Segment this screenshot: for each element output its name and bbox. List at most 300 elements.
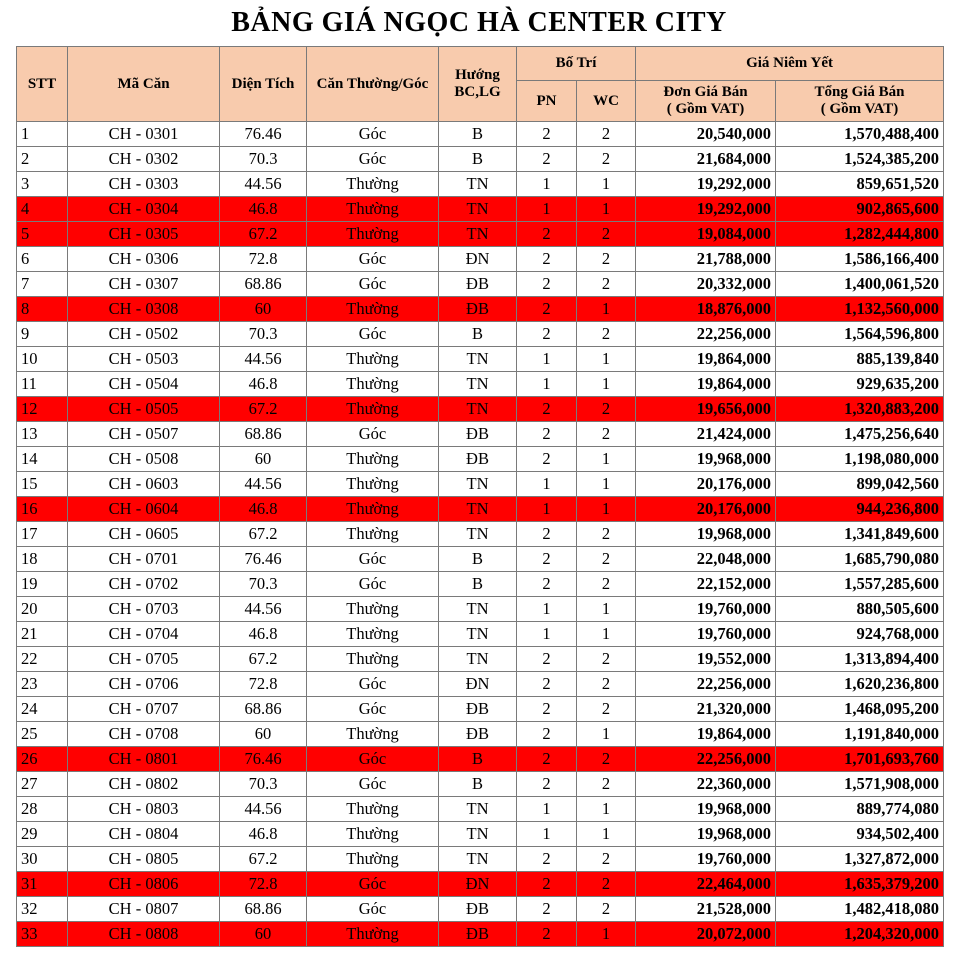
cell-area: 67.2 xyxy=(220,222,307,247)
cell-wc: 2 xyxy=(577,147,636,172)
cell-direction: ĐB xyxy=(439,697,517,722)
cell-code: CH - 0705 xyxy=(68,647,220,672)
cell-code: CH - 0603 xyxy=(68,472,220,497)
cell-type: Thường xyxy=(307,372,439,397)
table-row xyxy=(17,697,944,722)
cell-type: Thường xyxy=(307,347,439,372)
cell-direction: B xyxy=(439,747,517,772)
cell-unit-price: 18,876,000 xyxy=(636,297,776,322)
cell-code: CH - 0307 xyxy=(68,272,220,297)
cell-direction: TN xyxy=(439,622,517,647)
cell-stt: 5 xyxy=(17,222,68,247)
cell-code: CH - 0808 xyxy=(68,922,220,947)
cell-pn: 2 xyxy=(517,747,577,772)
cell-unit-price: 19,968,000 xyxy=(636,822,776,847)
cell-stt: 7 xyxy=(17,272,68,297)
cell-direction: B xyxy=(439,772,517,797)
cell-pn: 2 xyxy=(517,147,577,172)
cell-unit-price: 22,256,000 xyxy=(636,672,776,697)
cell-stt: 23 xyxy=(17,672,68,697)
cell-code: CH - 0805 xyxy=(68,847,220,872)
cell-type: Góc xyxy=(307,572,439,597)
table-row-sold xyxy=(17,922,944,947)
table-header xyxy=(17,47,944,122)
cell-wc: 1 xyxy=(577,597,636,622)
cell-type: Thường xyxy=(307,922,439,947)
cell-pn: 1 xyxy=(517,372,577,397)
cell-code: CH - 0708 xyxy=(68,722,220,747)
cell-code: CH - 0806 xyxy=(68,872,220,897)
cell-area: 76.46 xyxy=(220,747,307,772)
cell-pn: 2 xyxy=(517,847,577,872)
cell-direction: TN xyxy=(439,172,517,197)
cell-stt: 32 xyxy=(17,897,68,922)
cell-wc: 2 xyxy=(577,422,636,447)
cell-wc: 2 xyxy=(577,897,636,922)
table-row xyxy=(17,322,944,347)
cell-area: 44.56 xyxy=(220,797,307,822)
cell-stt: 20 xyxy=(17,597,68,622)
cell-area: 46.8 xyxy=(220,197,307,222)
header-price-group: Giá Niêm Yết xyxy=(636,47,944,81)
cell-code: CH - 0301 xyxy=(68,122,220,147)
cell-total-price: 1,475,256,640 xyxy=(776,422,944,447)
cell-stt: 9 xyxy=(17,322,68,347)
cell-code: CH - 0505 xyxy=(68,397,220,422)
cell-direction: TN xyxy=(439,497,517,522)
header-total-price-line1: Tổng Giá Bán xyxy=(814,84,905,100)
cell-direction: ĐB xyxy=(439,297,517,322)
cell-direction: B xyxy=(439,147,517,172)
cell-type: Thường xyxy=(307,472,439,497)
cell-wc: 2 xyxy=(577,122,636,147)
cell-type: Góc xyxy=(307,872,439,897)
cell-unit-price: 22,464,000 xyxy=(636,872,776,897)
cell-stt: 14 xyxy=(17,447,68,472)
cell-area: 46.8 xyxy=(220,372,307,397)
cell-area: 44.56 xyxy=(220,172,307,197)
cell-wc: 2 xyxy=(577,272,636,297)
header-total-price-line2: ( Gồm VAT) xyxy=(820,101,899,117)
table-row-sold xyxy=(17,497,944,522)
cell-stt: 18 xyxy=(17,547,68,572)
cell-total-price: 1,191,840,000 xyxy=(776,722,944,747)
table-body xyxy=(17,122,944,947)
cell-unit-price: 21,320,000 xyxy=(636,697,776,722)
cell-direction: ĐB xyxy=(439,447,517,472)
cell-total-price: 1,482,418,080 xyxy=(776,897,944,922)
cell-area: 46.8 xyxy=(220,497,307,522)
cell-unit-price: 19,656,000 xyxy=(636,397,776,422)
cell-unit-price: 21,684,000 xyxy=(636,147,776,172)
cell-total-price: 1,701,693,760 xyxy=(776,747,944,772)
cell-type: Thường xyxy=(307,397,439,422)
cell-direction: TN xyxy=(439,222,517,247)
cell-pn: 1 xyxy=(517,472,577,497)
header-total-price xyxy=(776,81,944,122)
cell-wc: 2 xyxy=(577,697,636,722)
cell-code: CH - 0304 xyxy=(68,197,220,222)
cell-code: CH - 0707 xyxy=(68,697,220,722)
cell-unit-price: 19,760,000 xyxy=(636,597,776,622)
cell-code: CH - 0508 xyxy=(68,447,220,472)
cell-wc: 2 xyxy=(577,747,636,772)
cell-area: 60 xyxy=(220,447,307,472)
cell-unit-price: 20,176,000 xyxy=(636,497,776,522)
header-area: Diện Tích xyxy=(220,47,307,122)
cell-area: 67.2 xyxy=(220,847,307,872)
header-wc: WC xyxy=(577,81,636,122)
cell-pn: 1 xyxy=(517,822,577,847)
cell-pn: 1 xyxy=(517,622,577,647)
table-row xyxy=(17,247,944,272)
cell-area: 72.8 xyxy=(220,247,307,272)
header-direction-line1: Hướng xyxy=(455,67,500,83)
table-row xyxy=(17,347,944,372)
cell-code: CH - 0507 xyxy=(68,422,220,447)
cell-pn: 2 xyxy=(517,897,577,922)
header-unit-price xyxy=(636,81,776,122)
cell-code: CH - 0308 xyxy=(68,297,220,322)
cell-area: 70.3 xyxy=(220,147,307,172)
cell-direction: TN xyxy=(439,372,517,397)
cell-type: Góc xyxy=(307,422,439,447)
cell-code: CH - 0604 xyxy=(68,497,220,522)
cell-type: Thường xyxy=(307,522,439,547)
cell-direction: B xyxy=(439,547,517,572)
cell-stt: 8 xyxy=(17,297,68,322)
cell-area: 67.2 xyxy=(220,397,307,422)
cell-total-price: 1,685,790,080 xyxy=(776,547,944,572)
cell-total-price: 1,313,894,400 xyxy=(776,647,944,672)
table-row xyxy=(17,422,944,447)
cell-pn: 2 xyxy=(517,247,577,272)
cell-code: CH - 0502 xyxy=(68,322,220,347)
cell-unit-price: 19,864,000 xyxy=(636,372,776,397)
cell-unit-price: 19,968,000 xyxy=(636,522,776,547)
cell-stt: 10 xyxy=(17,347,68,372)
cell-direction: B xyxy=(439,322,517,347)
cell-unit-price: 21,424,000 xyxy=(636,422,776,447)
header-direction-line2: BC,LG xyxy=(454,84,501,100)
header-pn: PN xyxy=(517,81,577,122)
cell-total-price: 1,635,379,200 xyxy=(776,872,944,897)
cell-area: 46.8 xyxy=(220,622,307,647)
cell-direction: TN xyxy=(439,797,517,822)
cell-unit-price: 22,256,000 xyxy=(636,747,776,772)
cell-wc: 1 xyxy=(577,172,636,197)
cell-pn: 2 xyxy=(517,697,577,722)
header-code: Mã Căn xyxy=(68,47,220,122)
cell-area: 70.3 xyxy=(220,322,307,347)
cell-area: 44.56 xyxy=(220,472,307,497)
cell-unit-price: 22,360,000 xyxy=(636,772,776,797)
cell-wc: 1 xyxy=(577,372,636,397)
table-row-sold xyxy=(17,222,944,247)
cell-area: 72.8 xyxy=(220,672,307,697)
cell-area: 60 xyxy=(220,722,307,747)
cell-type: Góc xyxy=(307,897,439,922)
cell-pn: 2 xyxy=(517,872,577,897)
cell-stt: 27 xyxy=(17,772,68,797)
cell-type: Thường xyxy=(307,797,439,822)
cell-wc: 2 xyxy=(577,397,636,422)
cell-stt: 24 xyxy=(17,697,68,722)
cell-wc: 2 xyxy=(577,522,636,547)
cell-stt: 16 xyxy=(17,497,68,522)
table-row xyxy=(17,372,944,397)
cell-stt: 17 xyxy=(17,522,68,547)
cell-total-price: 1,468,095,200 xyxy=(776,697,944,722)
cell-area: 44.56 xyxy=(220,597,307,622)
cell-type: Thường xyxy=(307,847,439,872)
cell-unit-price: 19,292,000 xyxy=(636,172,776,197)
cell-wc: 1 xyxy=(577,472,636,497)
cell-wc: 2 xyxy=(577,547,636,572)
cell-wc: 2 xyxy=(577,647,636,672)
cell-total-price: 1,564,596,800 xyxy=(776,322,944,347)
cell-direction: ĐB xyxy=(439,722,517,747)
cell-total-price: 885,139,840 xyxy=(776,347,944,372)
cell-pn: 2 xyxy=(517,397,577,422)
table-row xyxy=(17,622,944,647)
cell-stt: 28 xyxy=(17,797,68,822)
cell-wc: 1 xyxy=(577,197,636,222)
cell-type: Góc xyxy=(307,322,439,347)
cell-unit-price: 19,968,000 xyxy=(636,797,776,822)
cell-pn: 2 xyxy=(517,772,577,797)
table-row xyxy=(17,472,944,497)
table-row-sold xyxy=(17,747,944,772)
cell-direction: ĐB xyxy=(439,422,517,447)
cell-code: CH - 0704 xyxy=(68,622,220,647)
cell-code: CH - 0303 xyxy=(68,172,220,197)
table-row xyxy=(17,572,944,597)
cell-code: CH - 0503 xyxy=(68,347,220,372)
cell-code: CH - 0807 xyxy=(68,897,220,922)
cell-pn: 2 xyxy=(517,122,577,147)
cell-wc: 1 xyxy=(577,922,636,947)
cell-code: CH - 0302 xyxy=(68,147,220,172)
cell-total-price: 924,768,000 xyxy=(776,622,944,647)
cell-type: Thường xyxy=(307,172,439,197)
header-layout: Bố Trí xyxy=(517,47,636,81)
cell-area: 67.2 xyxy=(220,522,307,547)
cell-unit-price: 19,864,000 xyxy=(636,722,776,747)
cell-total-price: 1,557,285,600 xyxy=(776,572,944,597)
cell-area: 60 xyxy=(220,922,307,947)
cell-area: 60 xyxy=(220,297,307,322)
header-stt: STT xyxy=(17,47,68,122)
cell-wc: 1 xyxy=(577,447,636,472)
cell-code: CH - 0801 xyxy=(68,747,220,772)
cell-type: Góc xyxy=(307,247,439,272)
cell-unit-price: 19,968,000 xyxy=(636,447,776,472)
cell-type: Thường xyxy=(307,222,439,247)
cell-unit-price: 19,760,000 xyxy=(636,847,776,872)
cell-wc: 2 xyxy=(577,222,636,247)
cell-unit-price: 20,072,000 xyxy=(636,922,776,947)
table-row xyxy=(17,272,944,297)
cell-total-price: 1,571,908,000 xyxy=(776,772,944,797)
cell-stt: 6 xyxy=(17,247,68,272)
cell-code: CH - 0306 xyxy=(68,247,220,272)
cell-wc: 1 xyxy=(577,297,636,322)
cell-unit-price: 19,864,000 xyxy=(636,347,776,372)
cell-stt: 4 xyxy=(17,197,68,222)
cell-area: 70.3 xyxy=(220,572,307,597)
cell-direction: TN xyxy=(439,647,517,672)
cell-stt: 30 xyxy=(17,847,68,872)
cell-wc: 2 xyxy=(577,872,636,897)
cell-type: Thường xyxy=(307,447,439,472)
cell-total-price: 889,774,080 xyxy=(776,797,944,822)
cell-direction: ĐB xyxy=(439,272,517,297)
cell-direction: TN xyxy=(439,397,517,422)
cell-total-price: 1,400,061,520 xyxy=(776,272,944,297)
header-unit-price-line1: Đơn Giá Bán xyxy=(663,84,748,100)
cell-direction: TN xyxy=(439,522,517,547)
cell-area: 70.3 xyxy=(220,772,307,797)
cell-total-price: 1,524,385,200 xyxy=(776,147,944,172)
cell-direction: ĐB xyxy=(439,922,517,947)
cell-unit-price: 22,256,000 xyxy=(636,322,776,347)
price-table xyxy=(16,46,944,947)
cell-unit-price: 21,528,000 xyxy=(636,897,776,922)
cell-code: CH - 0803 xyxy=(68,797,220,822)
cell-direction: TN xyxy=(439,197,517,222)
cell-total-price: 899,042,560 xyxy=(776,472,944,497)
cell-pn: 2 xyxy=(517,547,577,572)
cell-pn: 2 xyxy=(517,322,577,347)
cell-direction: TN xyxy=(439,472,517,497)
cell-direction: B xyxy=(439,122,517,147)
cell-total-price: 934,502,400 xyxy=(776,822,944,847)
header-direction xyxy=(439,47,517,122)
cell-wc: 2 xyxy=(577,772,636,797)
cell-direction: ĐN xyxy=(439,247,517,272)
cell-stt: 21 xyxy=(17,622,68,647)
cell-unit-price: 19,552,000 xyxy=(636,647,776,672)
cell-total-price: 1,341,849,600 xyxy=(776,522,944,547)
cell-direction: ĐN xyxy=(439,872,517,897)
cell-code: CH - 0703 xyxy=(68,597,220,622)
cell-area: 44.56 xyxy=(220,347,307,372)
cell-type: Thường xyxy=(307,722,439,747)
cell-wc: 2 xyxy=(577,572,636,597)
cell-total-price: 1,327,872,000 xyxy=(776,847,944,872)
cell-pn: 2 xyxy=(517,422,577,447)
cell-pn: 2 xyxy=(517,222,577,247)
cell-area: 68.86 xyxy=(220,697,307,722)
table-row xyxy=(17,147,944,172)
cell-code: CH - 0701 xyxy=(68,547,220,572)
cell-wc: 1 xyxy=(577,797,636,822)
cell-type: Thường xyxy=(307,622,439,647)
cell-pn: 1 xyxy=(517,347,577,372)
cell-stt: 15 xyxy=(17,472,68,497)
cell-pn: 2 xyxy=(517,722,577,747)
cell-direction: ĐN xyxy=(439,672,517,697)
cell-area: 72.8 xyxy=(220,872,307,897)
cell-code: CH - 0305 xyxy=(68,222,220,247)
cell-area: 76.46 xyxy=(220,122,307,147)
cell-wc: 2 xyxy=(577,847,636,872)
cell-total-price: 1,204,320,000 xyxy=(776,922,944,947)
cell-pn: 2 xyxy=(517,272,577,297)
table-row xyxy=(17,447,944,472)
cell-total-price: 944,236,800 xyxy=(776,497,944,522)
cell-type: Góc xyxy=(307,147,439,172)
table-row xyxy=(17,522,944,547)
cell-wc: 2 xyxy=(577,322,636,347)
table-row xyxy=(17,822,944,847)
table-row xyxy=(17,547,944,572)
cell-pn: 2 xyxy=(517,572,577,597)
cell-code: CH - 0504 xyxy=(68,372,220,397)
cell-total-price: 859,651,520 xyxy=(776,172,944,197)
cell-stt: 31 xyxy=(17,872,68,897)
cell-wc: 2 xyxy=(577,672,636,697)
cell-pn: 2 xyxy=(517,647,577,672)
table-row-sold xyxy=(17,872,944,897)
cell-unit-price: 21,788,000 xyxy=(636,247,776,272)
cell-direction: TN xyxy=(439,822,517,847)
header-type: Căn Thường/Góc xyxy=(307,47,439,122)
cell-unit-price: 19,084,000 xyxy=(636,222,776,247)
cell-direction: B xyxy=(439,572,517,597)
cell-total-price: 1,620,236,800 xyxy=(776,672,944,697)
cell-area: 68.86 xyxy=(220,272,307,297)
cell-total-price: 880,505,600 xyxy=(776,597,944,622)
cell-pn: 2 xyxy=(517,922,577,947)
table-row xyxy=(17,172,944,197)
page-title: BẢNG GIÁ NGỌC HÀ CENTER CITY xyxy=(231,7,727,38)
table-row xyxy=(17,847,944,872)
cell-type: Thường xyxy=(307,497,439,522)
cell-direction: TN xyxy=(439,597,517,622)
cell-pn: 2 xyxy=(517,297,577,322)
cell-direction: ĐB xyxy=(439,897,517,922)
cell-type: Thường xyxy=(307,822,439,847)
table-row xyxy=(17,797,944,822)
cell-wc: 2 xyxy=(577,247,636,272)
cell-stt: 33 xyxy=(17,922,68,947)
cell-type: Thường xyxy=(307,197,439,222)
header-unit-price-line2: ( Gồm VAT) xyxy=(666,101,745,117)
cell-area: 68.86 xyxy=(220,422,307,447)
cell-code: CH - 0802 xyxy=(68,772,220,797)
table-row xyxy=(17,722,944,747)
cell-area: 67.2 xyxy=(220,647,307,672)
cell-pn: 2 xyxy=(517,522,577,547)
cell-stt: 1 xyxy=(17,122,68,147)
cell-stt: 11 xyxy=(17,372,68,397)
cell-stt: 22 xyxy=(17,647,68,672)
cell-type: Góc xyxy=(307,697,439,722)
cell-type: Góc xyxy=(307,122,439,147)
table-row xyxy=(17,647,944,672)
cell-unit-price: 22,048,000 xyxy=(636,547,776,572)
table-row-sold xyxy=(17,297,944,322)
cell-stt: 25 xyxy=(17,722,68,747)
cell-type: Góc xyxy=(307,747,439,772)
cell-stt: 26 xyxy=(17,747,68,772)
cell-type: Thường xyxy=(307,297,439,322)
cell-total-price: 1,198,080,000 xyxy=(776,447,944,472)
cell-total-price: 1,570,488,400 xyxy=(776,122,944,147)
cell-total-price: 1,320,883,200 xyxy=(776,397,944,422)
